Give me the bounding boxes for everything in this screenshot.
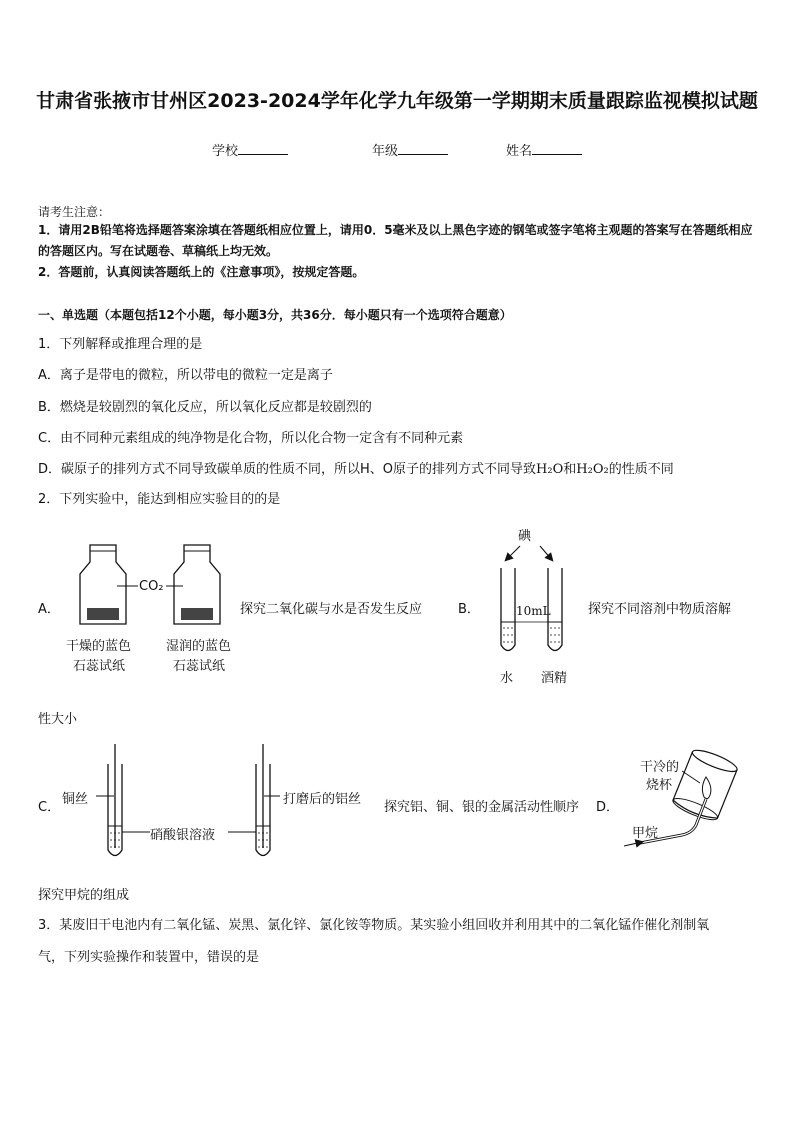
grade-field <box>372 140 448 159</box>
school-label: 学校 <box>212 144 239 159</box>
school-field <box>212 140 288 159</box>
q2-b-purpose-cont: 性大小 <box>38 712 78 727</box>
water-label: 水 <box>500 671 514 686</box>
cold-beaker-label-2: 烧杯 <box>646 778 673 793</box>
cold-beaker-label-1: 干冷的 <box>640 760 680 775</box>
q2-b-letter: B． <box>458 602 480 617</box>
q2-b-purpose: 探究不同溶剂中物质溶解 <box>588 602 732 617</box>
q1-d-prefix: D．碳原子的排列方式不同导致碳单质的性质不同，所以H、O原子的排列方式不同导致 <box>38 462 537 477</box>
q1-d-mid: 和 <box>563 462 577 477</box>
section-heading: 一、单选题（本题包括12个小题，每小题3分，共36分．每小题只有一个选项符合题意） <box>38 308 512 322</box>
page-title: 甘肃省张掖市甘州区2023-2024学年化学九年级第一学期期末质量跟踪监视模拟试题 <box>36 90 758 112</box>
methane-label: 甲烷 <box>632 826 659 841</box>
q2-stem: 2．下列实验中，能达到相应实验目的的是 <box>38 492 281 507</box>
q1-d-suffix: 的性质不同 <box>608 462 674 477</box>
wet-litmus-label-2: 石蕊试纸 <box>173 659 226 674</box>
grade-label: 年级 <box>372 144 399 159</box>
dry-litmus-label-2: 石蕊试纸 <box>73 659 126 674</box>
copper-wire-label: 铜丝 <box>62 792 89 807</box>
q2-d-letter: D． <box>596 800 620 815</box>
notice-item-1: 1．请用2B铅笔将选择题答案涂填在答题纸相应位置上，请用0．5毫米及以上黑色字迹的钢笔或签字笔将主观题的答案写在答题纸相应的答题区内。写在试题卷、草稿纸上均无效。 <box>38 223 753 258</box>
notice-heading: 请考生注意： <box>38 205 111 219</box>
q1-option-a: A．离子是带电的微粒，所以带电的微粒一定是离子 <box>38 368 333 383</box>
q2-c-purpose: 探究铝、铜、银的金属活动性顺序 <box>384 800 580 815</box>
dry-litmus-label-1: 干燥的蓝色 <box>66 639 132 654</box>
iodine-label: 碘 <box>518 529 532 544</box>
q2-c-letter: C． <box>38 800 61 815</box>
co2-label: CO₂ <box>139 579 164 594</box>
q2-a-letter: A． <box>38 602 60 617</box>
name-label: 姓名 <box>506 144 533 159</box>
volume-label: 10mL <box>516 604 551 618</box>
school-blank <box>238 142 288 155</box>
q1-option-b: B．燃烧是较剧烈的氧化反应，所以氧化反应都是较剧烈的 <box>38 400 372 415</box>
q1-stem: 1．下列解释或推理合理的是 <box>38 337 203 352</box>
wet-litmus-label-1: 湿润的蓝色 <box>166 639 232 654</box>
q3-stem-line-1: 3．某废旧干电池内有二氧化锰、炭黑、氯化锌、氯化铵等物质。某实验小组回收并利用其中的二氧化锰作催化剂制氧 <box>38 918 710 933</box>
silver-nitrate-label: 硝酸银溶液 <box>150 828 216 843</box>
q2-d-purpose: 探究甲烷的组成 <box>38 888 130 903</box>
aluminum-wire-label: 打磨后的铝丝 <box>283 792 362 807</box>
notice-item-2: 2．答题前，认真阅读答题纸上的《注意事项》，按规定答题。 <box>38 265 365 279</box>
q2-a-purpose: 探究二氧化碳与水是否发生反应 <box>240 602 423 617</box>
q1-option-d <box>38 458 674 477</box>
alcohol-label: 酒精 <box>541 671 568 686</box>
name-field <box>506 140 582 159</box>
test-tubes-diagram-b <box>490 540 580 665</box>
name-blank <box>532 142 582 155</box>
formula-h2o2: H₂O₂ <box>576 462 609 477</box>
q1-option-c: C．由不同种元素组成的纯净物是化合物，所以化合物一定含有不同种元素 <box>38 431 464 446</box>
grade-blank <box>398 142 448 155</box>
formula-h2o: H₂O <box>536 462 564 477</box>
q3-stem-line-2: 气，下列实验操作和装置中，错误的是 <box>38 950 260 965</box>
